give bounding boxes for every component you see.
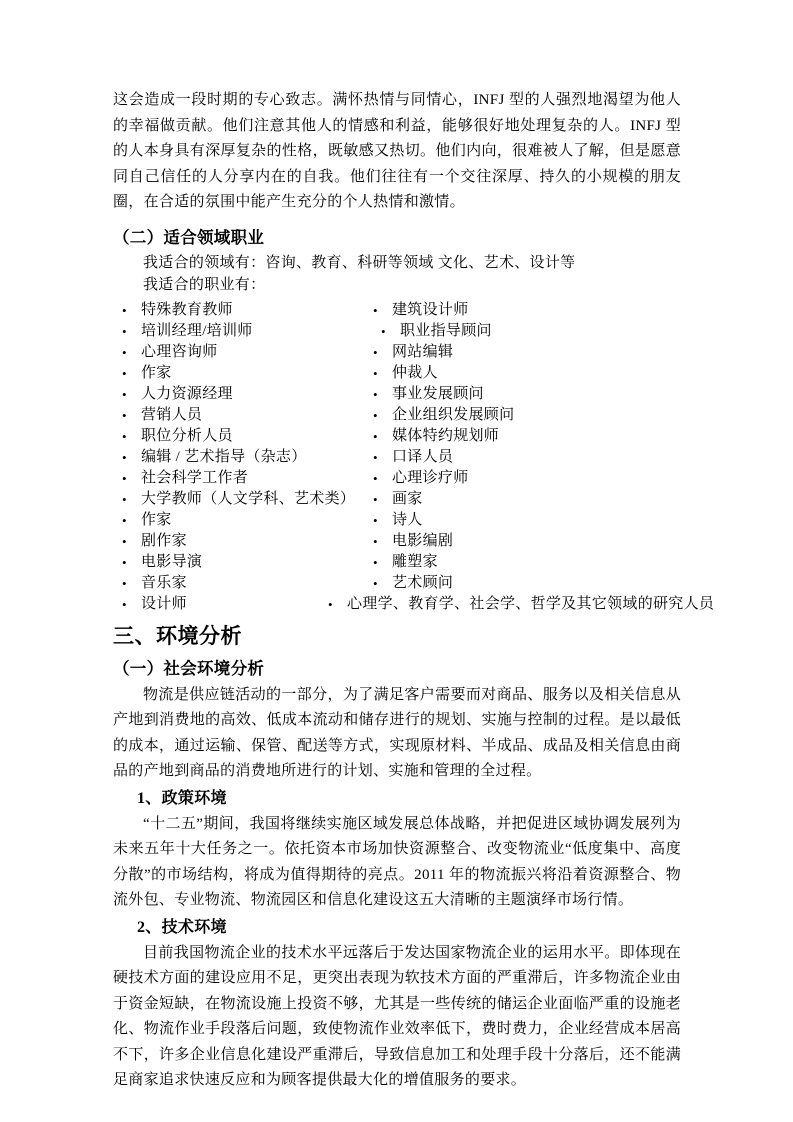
bullet-icon: • bbox=[122, 344, 127, 360]
job-item-label: 特殊教育教师 bbox=[141, 301, 233, 318]
job-row bbox=[113, 342, 681, 363]
bullet-icon: • bbox=[373, 470, 378, 486]
job-row bbox=[113, 363, 681, 384]
technology-environment-heading: 2、技术环境 bbox=[137, 918, 227, 936]
bullet-icon: • bbox=[373, 554, 378, 570]
job-item-label: 电影编剧 bbox=[392, 532, 454, 549]
technology-environment-paragraph: 目前我国物流企业的技术水平远落后于发达国家物流企业的运用水平。即体现在硬技术方面的建设应用不足，更突出表现为软技术方面的严重滞后，许多物流企业由于资金短缺，在物流设施上投资不够，尤其是一些传统的储运企业面临严重的设施老化、物流作业手段落后问题，致使物流作业效率低下，费时费力，企业经营成本居高不下，许多企业信息化建设严重滞后，导致信息加工和处理手段十分落后，还不能满足商家追求快速反应和为顾客提供最大化的增值服务的要求。 bbox=[113, 944, 681, 1088]
suitable-fields-line: 我适合的领域有：咨询、教育、科研等领域 文化、艺术、设计等 bbox=[143, 254, 576, 271]
bullet-icon: • bbox=[122, 386, 127, 402]
job-item-label: 人力资源经理 bbox=[141, 385, 233, 402]
job-item-label: 心理诊疗师 bbox=[392, 469, 469, 486]
careers-section-heading: （二）适合领域职业 bbox=[113, 227, 265, 247]
job-row bbox=[113, 531, 681, 552]
job-item-label: 作家 bbox=[141, 511, 172, 528]
bullet-icon: • bbox=[122, 323, 127, 339]
bullet-icon: • bbox=[373, 302, 378, 318]
job-item-label: 心理学、教育学、社会学、哲学及其它领域的研究人员 bbox=[347, 595, 715, 612]
bullet-icon: • bbox=[381, 323, 386, 339]
bullet-icon: • bbox=[328, 596, 333, 612]
job-row bbox=[113, 594, 715, 615]
job-item-label: 画家 bbox=[392, 490, 423, 507]
bullet-icon: • bbox=[373, 533, 378, 549]
job-item-label: 仲裁人 bbox=[392, 364, 438, 381]
job-row bbox=[113, 573, 681, 594]
job-item-label: 音乐家 bbox=[141, 574, 187, 591]
bullet-icon: • bbox=[122, 596, 127, 612]
job-item-label: 设计师 bbox=[141, 595, 187, 612]
bullet-icon: • bbox=[122, 365, 127, 381]
job-row bbox=[113, 321, 681, 342]
job-item-label: 培训经理/培训师 bbox=[141, 322, 253, 339]
bullet-icon: • bbox=[373, 449, 378, 465]
job-item-label: 心理咨询师 bbox=[141, 343, 218, 360]
job-item-label: 口译人员 bbox=[392, 448, 454, 465]
bullet-icon: • bbox=[373, 344, 378, 360]
policy-environment-heading: 1、政策环境 bbox=[137, 789, 227, 807]
job-row bbox=[113, 447, 681, 468]
job-item-label: 诗人 bbox=[392, 511, 423, 528]
job-item-label: 职位分析人员 bbox=[141, 427, 233, 444]
environment-section-heading: 三、环境分析 bbox=[113, 623, 242, 648]
bullet-icon: • bbox=[122, 407, 127, 423]
bullet-icon: • bbox=[373, 491, 378, 507]
job-item-label: 大学教师（人文学科、艺术类） bbox=[141, 490, 356, 507]
bullet-icon: • bbox=[122, 428, 127, 444]
intro-paragraph: 这会造成一段时期的专心致志。满怀热情与同情心，INFJ 型的人强烈地渴望为他人的幸福做贡献。他们注意其他人的情感和利益，能够很好地处理复杂的人。INFJ 型的人本身具有深厚复杂的性格，既敏感又热切。他们内向，很难被人了解，但是愿意同自己信任的人分享内在的自我。他们往往有一个交往深厚、持久的小规模的朋友圈，在合适的氛围中能产生充分的个人热情和激情。 bbox=[113, 92, 681, 210]
jobs-list bbox=[113, 300, 715, 615]
job-item-label: 社会科学工作者 bbox=[141, 469, 249, 486]
job-item-label: 编辑 / 艺术指导（杂志） bbox=[141, 448, 307, 465]
job-row bbox=[113, 489, 681, 510]
social-environment-heading: （一）社会环境分析 bbox=[113, 658, 265, 678]
job-item-label: 剧作家 bbox=[141, 532, 187, 549]
job-item-label: 作家 bbox=[141, 364, 172, 381]
job-item-label: 营销人员 bbox=[141, 406, 203, 423]
bullet-icon: • bbox=[373, 386, 378, 402]
bullet-icon: • bbox=[122, 554, 127, 570]
job-row bbox=[113, 552, 681, 573]
bullet-icon: • bbox=[373, 407, 378, 423]
job-item-label: 雕塑家 bbox=[392, 553, 438, 570]
bullet-icon: • bbox=[373, 575, 378, 591]
job-item-label: 职业指导顾问 bbox=[400, 322, 492, 339]
job-item-label: 建筑设计师 bbox=[392, 301, 469, 318]
job-item-label: 网站编辑 bbox=[392, 343, 454, 360]
bullet-icon: • bbox=[373, 428, 378, 444]
policy-environment-paragraph: “十二五”期间，我国将继续实施区域发展总体战略，并把促进区域协调发展列为未来五年十大任务之一。依托资本市场加快资源整合、改变物流业“低度集中、高度分散”的市场结构，将成为值得期待的亮点。2011 年的物流振兴将沿着资源整合、物流外包、专业物流、物流园区和信息化建设这五大清晰的主题演绎市场行情。 bbox=[113, 815, 681, 908]
bullet-icon: • bbox=[122, 449, 127, 465]
bullet-icon: • bbox=[122, 512, 127, 528]
job-row bbox=[113, 426, 681, 447]
bullet-icon: • bbox=[122, 470, 127, 486]
bullet-icon: • bbox=[373, 512, 378, 528]
job-row bbox=[113, 468, 681, 489]
bullet-icon: • bbox=[122, 491, 127, 507]
job-item-label: 媒体特约规划师 bbox=[392, 427, 500, 444]
job-item-label: 事业发展顾问 bbox=[392, 385, 484, 402]
job-item-label: 电影导演 bbox=[141, 553, 203, 570]
bullet-icon: • bbox=[122, 533, 127, 549]
bullet-icon: • bbox=[373, 365, 378, 381]
job-row bbox=[113, 510, 681, 531]
job-item-label: 艺术顾问 bbox=[392, 574, 454, 591]
job-row bbox=[113, 405, 681, 426]
bullet-icon: • bbox=[122, 302, 127, 318]
job-row bbox=[113, 384, 681, 405]
social-environment-paragraph: 物流是供应链活动的一部分，为了满足客户需要而对商品、服务以及相关信息从产地到消费地的高效、低成本流动和储存进行的规划、实施与控制的过程。是以最低的成本，通过运输、保管、配送等方式，实现原材料、半成品、成品及相关信息由商品的产地到商品的消费地所进行的计划、实施和管理的全过程。 bbox=[113, 686, 681, 779]
job-row bbox=[113, 300, 681, 321]
job-item-label: 企业组织发展顾问 bbox=[392, 406, 515, 423]
suitable-jobs-intro-line: 我适合的职业有： bbox=[143, 276, 266, 293]
bullet-icon: • bbox=[122, 575, 127, 591]
